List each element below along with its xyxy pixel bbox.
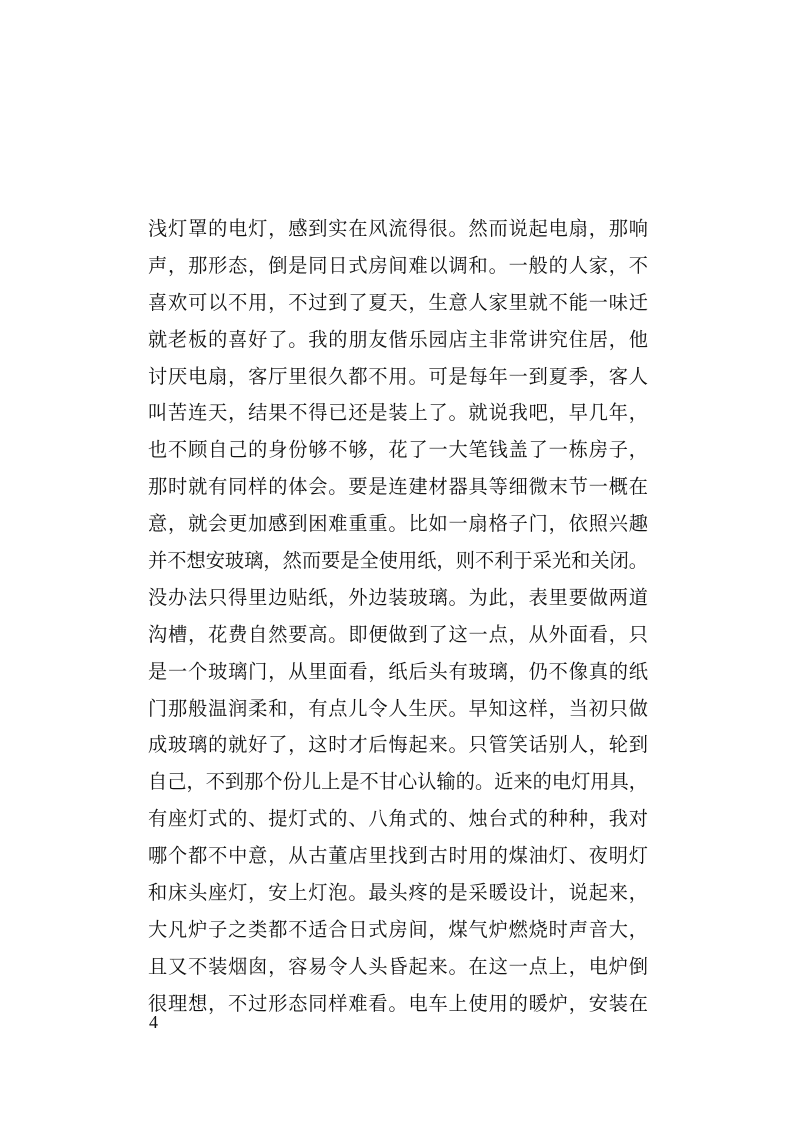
text-line: 大凡炉子之类都不适合日式房间，煤气炉燃烧时声音大， — [148, 917, 648, 941]
text-line: 沟槽，花费自然要高。即便做到了这一点，从外面看，只 — [148, 622, 648, 646]
text-line: 和床头座灯，安上灯泡。最头疼的是采暖设计，说起来， — [148, 881, 648, 905]
text-line: 门那般温润柔和，有点儿令人生厌。早知这样，当初只做 — [148, 696, 648, 720]
page-number: 4 — [149, 1012, 158, 1032]
text-line: 意，就会更加感到困难重重。比如一扇格子门，依照兴趣 — [148, 512, 648, 536]
text-line: 有座灯式的、提灯式的、八角式的、烛台式的种种，我对 — [148, 807, 648, 831]
text-line: 没办法只得里边贴纸，外边装玻璃。为此，表里要做两道 — [148, 585, 648, 609]
text-line: 很理想，不过形态同样难看。电车上使用的暖炉，安装在 — [148, 991, 648, 1015]
text-line: 喜欢可以不用，不过到了夏天，生意人家里就不能一味迁 — [148, 290, 648, 314]
body-text — [148, 211, 648, 1023]
text-line: 声，那形态，倒是同日式房间难以调和。一般的人家，不 — [148, 253, 648, 277]
text-line: 并不想安玻璃，然而要是全使用纸，则不利于采光和关闭。 — [148, 549, 648, 573]
text-line: 讨厌电扇，客厅里很久都不用。可是每年一到夏季，客人 — [148, 364, 648, 388]
text-line: 叫苦连天，结果不得已还是装上了。就说我吧，早几年， — [148, 401, 648, 425]
text-line: 是一个玻璃门，从里面看，纸后头有玻璃，仍不像真的纸 — [148, 659, 648, 683]
text-line: 成玻璃的就好了，这时才后悔起来。只管笑话别人，轮到 — [148, 733, 648, 757]
text-line: 哪个都不中意，从古董店里找到古时用的煤油灯、夜明灯 — [148, 844, 648, 868]
text-line: 自己，不到那个份儿上是不甘心认输的。近来的电灯用具， — [148, 770, 648, 794]
text-line: 浅灯罩的电灯，感到实在风流得很。然而说起电扇，那响 — [148, 217, 648, 240]
text-line: 也不顾自己的身份够不够，花了一大笔钱盖了一栋房子， — [148, 438, 648, 462]
text-line: 那时就有同样的体会。要是连建材器具等细微末节一概在 — [148, 475, 648, 499]
text-line: 且又不装烟囱，容易令人头昏起来。在这一点上，电炉倒 — [148, 954, 648, 978]
text-line: 就老板的喜好了。我的朋友偕乐园店主非常讲究住居，他 — [148, 327, 648, 351]
